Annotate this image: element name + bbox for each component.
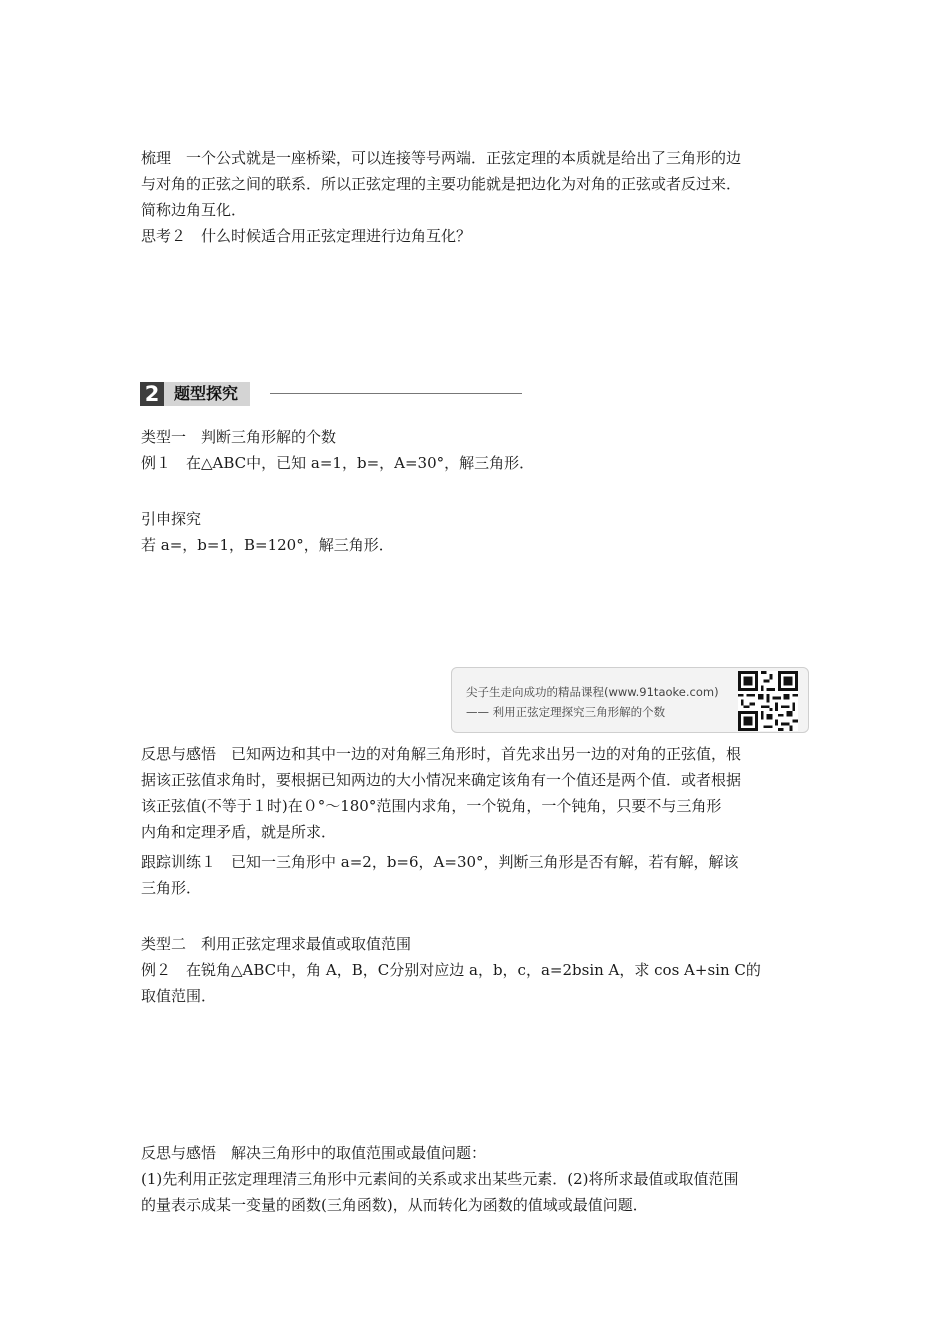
qr-code-icon[interactable]	[738, 671, 798, 731]
course-promo-banner[interactable]	[451, 667, 809, 733]
think-question: 思考２ 什么时候适合用正弦定理进行边角互化？	[141, 227, 472, 245]
promo-line-2: —— 利用正弦定理探究三角形解的个数	[466, 705, 666, 719]
practice1-line: 跟踪训练１ 已知一三角形中 a=2，b=6，A=30°，判断三角形是否有解，若有解，解该	[141, 853, 739, 871]
promo-line-1: 尖子生走向成功的精品课程(www.91taoke.com)	[466, 685, 719, 699]
type1-block	[141, 424, 811, 476]
reflection2-line: 反思与感悟 解决三角形中的取值范围或最值问题：	[141, 1144, 487, 1162]
reflection1-line: 该正弦值(不等于１时)在０°～180°范围内求角，一个锐角，一个钝角，只要不与三角形	[141, 797, 722, 815]
reflection1-line: 据该正弦值求角时，要根据已知两边的大小情况来确定该角有一个值还是两个值．或者根据	[141, 771, 742, 789]
practice1-line: 三角形．	[141, 879, 202, 897]
reflection2-line: (1)先利用正弦定理理清三角形中元素间的关系或求出某些元素．(2)将所求最值或取值范围	[141, 1170, 739, 1188]
summary-paragraph	[141, 145, 811, 249]
summary-line: 与对角的正弦之间的联系．所以正弦定理的主要功能就是把边化为对角的正弦或者反过来．	[141, 175, 742, 193]
type1-title: 类型一 判断三角形解的个数	[141, 428, 337, 446]
extension-block	[141, 506, 811, 558]
section-rule	[270, 393, 522, 394]
example2-line: 取值范围．	[141, 987, 217, 1005]
example1: 例１ 在△ABC中，已知 a=1，b=，A=30°，解三角形．	[141, 454, 535, 472]
reflection1-line: 内角和定理矛盾，就是所求．	[141, 823, 337, 841]
summary-line: 简称边角互化．	[141, 201, 247, 219]
summary-line: 梳理 一个公式就是一座桥梁，可以连接等号两端．正弦定理的本质就是给出了三角形的边	[141, 149, 742, 167]
section-title: 题型探究	[164, 382, 250, 406]
section-number: 2	[140, 382, 164, 406]
type2-block	[141, 931, 811, 1009]
section-header	[140, 381, 522, 407]
extension-title: 引申探究	[141, 510, 202, 528]
reflection2-line: 的量表示成某一变量的函数(三角函数)，从而转化为函数的值域或最值问题．	[141, 1196, 648, 1214]
example2-line: 例２ 在锐角△ABC中，角 A，B，C分别对应边 a，b，c，a=2bsin A，求 cos A+sin C的	[141, 961, 761, 979]
type2-title: 类型二 利用正弦定理求最值或取值范围	[141, 935, 412, 953]
extension-text: 若 a=，b=1，B=120°，解三角形．	[141, 536, 394, 554]
reflection1-line: 反思与感悟 已知两边和其中一边的对角解三角形时，首先求出另一边的对角的正弦值，根	[141, 745, 742, 763]
practice1-paragraph	[141, 849, 811, 901]
reflection2-paragraph	[141, 1140, 811, 1218]
reflection1-paragraph	[141, 741, 811, 845]
